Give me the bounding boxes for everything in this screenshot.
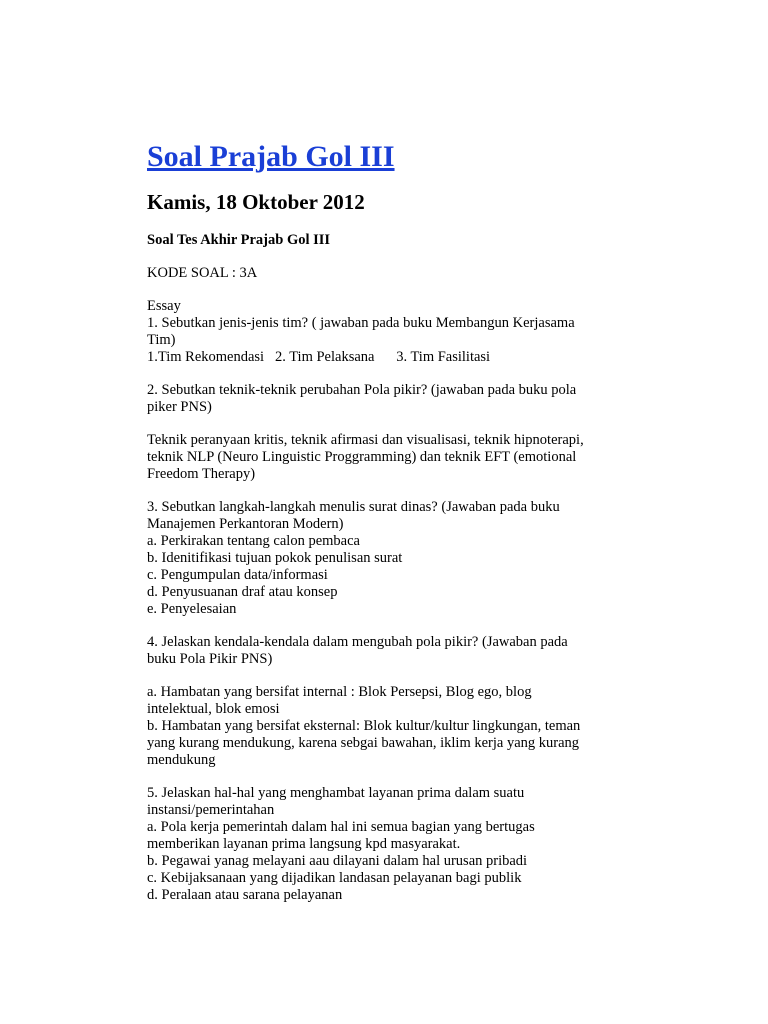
paragraph-3 bbox=[147, 432, 627, 483]
text-line: 4. Jelaskan kendala-kendala dalam mengubah pola pikir? (Jawaban pada bbox=[147, 634, 568, 650]
text-line: Manajemen Perkantoran Modern) bbox=[147, 516, 344, 532]
text-line: 3. Sebutkan langkah-langkah menulis surat dinas? (Jawaban pada buku bbox=[147, 499, 560, 515]
text-line: Freedom Therapy) bbox=[147, 466, 256, 482]
text-line: Teknik peranyaan kritis, teknik afirmasi dan visualisasi, teknik hipnoterapi, bbox=[147, 432, 584, 448]
text-line: mendukung bbox=[147, 752, 216, 768]
text-line: a. Hambatan yang bersifat internal : Blok Persepsi, Blog ego, blog bbox=[147, 684, 532, 700]
paragraph-6 bbox=[147, 684, 627, 769]
text-line: 1.Tim Rekomendasi 2. Tim Pelaksana 3. Tim Fasilitasi bbox=[147, 349, 491, 365]
text-line: Essay bbox=[147, 298, 181, 314]
text-line: a. Perkirakan tentang calon pembaca bbox=[147, 533, 360, 549]
text-line: 1. Sebutkan jenis-jenis tim? ( jawaban pada buku Membangun Kerjasama bbox=[147, 315, 575, 331]
text-line: yang kurang mendukung, karena sebgai bawahan, iklim kerja yang kurang bbox=[147, 735, 580, 751]
text-line: b. Hambatan yang bersifat eksternal: Blok kultur/kultur lingkungan, teman bbox=[147, 718, 581, 734]
paragraph-1 bbox=[147, 298, 627, 366]
text-line: 2. Sebutkan teknik-teknik perubahan Pola pikir? (jawaban pada buku pola bbox=[147, 382, 577, 398]
post-title-link[interactable]: Soal Prajab Gol III bbox=[147, 140, 395, 173]
text-line: d. Penyusuanan draf atau konsep bbox=[147, 584, 338, 600]
paragraph-2 bbox=[147, 382, 627, 416]
text-line: memberikan layanan prima langsung kpd masyarakat. bbox=[147, 836, 461, 852]
text-line: instansi/pemerintahan bbox=[147, 802, 275, 818]
text-line: d. Peralaan atau sarana pelayanan bbox=[147, 887, 343, 903]
text-line: b. Idenitifikasi tujuan pokok penulisan surat bbox=[147, 550, 403, 566]
text-line: c. Kebijaksanaan yang dijadikan landasan pelayanan bagi publik bbox=[147, 870, 522, 886]
text-line: piker PNS) bbox=[147, 399, 212, 415]
text-line: a. Pola kerja pemerintah dalam hal ini semua bagian yang bertugas bbox=[147, 819, 535, 835]
post-date: Kamis, 18 Oktober 2012 bbox=[147, 190, 365, 214]
kode-soal: KODE SOAL : 3A bbox=[147, 265, 258, 281]
text-line: teknik NLP (Neuro Linguistic Proggramming) dan teknik EFT (emotional bbox=[147, 449, 577, 465]
text-line: c. Pengumpulan data/informasi bbox=[147, 567, 328, 583]
text-line: intelektual, blok emosi bbox=[147, 701, 280, 717]
document-page bbox=[147, 140, 627, 904]
text-line: b. Pegawai yanag melayani aau dilayani dalam hal urusan pribadi bbox=[147, 853, 528, 869]
paragraph-5 bbox=[147, 634, 627, 668]
paragraph-4 bbox=[147, 499, 627, 618]
text-line: buku Pola Pikir PNS) bbox=[147, 651, 273, 667]
text-line: 5. Jelaskan hal-hal yang menghambat layanan prima dalam suatu bbox=[147, 785, 525, 801]
post-subtitle: Soal Tes Akhir Prajab Gol III bbox=[147, 232, 331, 248]
text-line: e. Penyelesaian bbox=[147, 601, 237, 617]
text-line: Tim) bbox=[147, 332, 176, 348]
paragraph-7 bbox=[147, 785, 627, 904]
